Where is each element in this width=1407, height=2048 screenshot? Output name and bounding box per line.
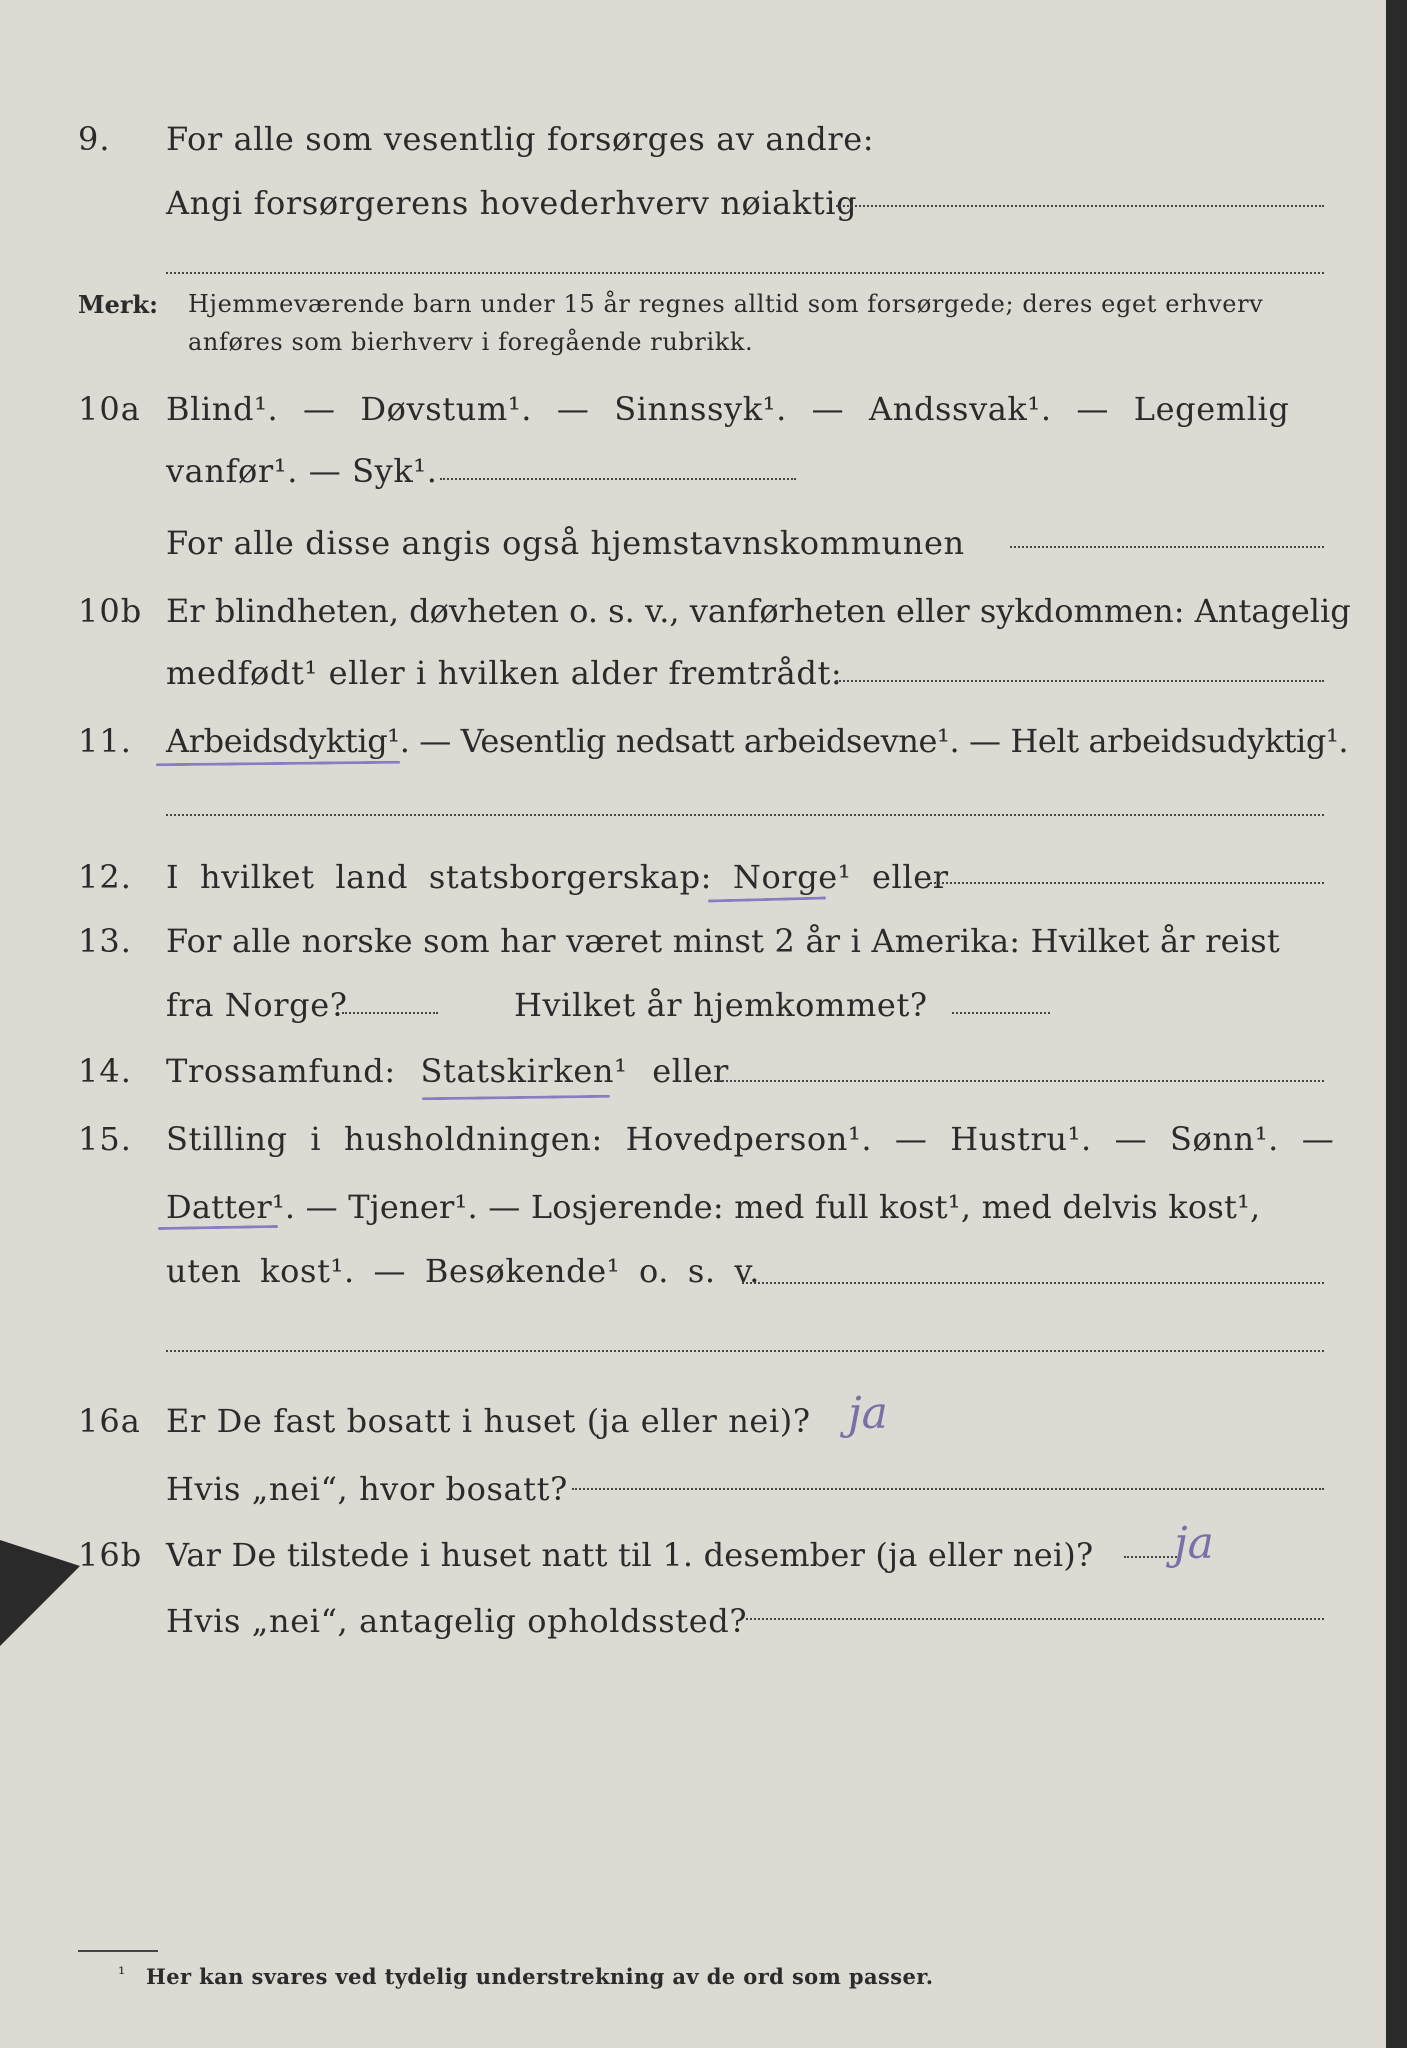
question-text: medfødt¹ eller i hvilken alder fremtrådt: [166, 654, 843, 692]
question-text: Hvis „nei“, hvor bosatt? [166, 1470, 568, 1508]
answer-line[interactable] [706, 1080, 1324, 1082]
question-text: Er De fast bosatt i huset (ja eller nei)? [166, 1402, 811, 1440]
torn-paper-edge [0, 1540, 80, 1646]
answer-line[interactable] [836, 680, 1324, 682]
question-14-row-1 [0, 1036, 1386, 1100]
question-text: uten kost¹. — Besøkende¹ o. s. v. [166, 1252, 761, 1290]
question-number: 15. [78, 1120, 132, 1158]
question-text: Arbeidsdyktig¹. — Vesentlig nedsatt arbeidsevne¹. — Helt arbeidsudyktig¹. [166, 722, 1349, 760]
question-number: 16a [78, 1402, 141, 1440]
question-number: 11. [78, 722, 132, 760]
question-text: Angi forsørgerens hovederhverv nøiaktig [166, 184, 858, 222]
note-text: anføres som bierhverv i foregående rubrikk. [188, 328, 754, 356]
question-text: I hvilket land statsborgerskap: Norge¹ eller [166, 858, 949, 896]
question-10a-row-3 [0, 508, 1386, 572]
question-number: 12. [78, 858, 132, 896]
question-text: Hvis „nei“, antagelig opholdssted? [166, 1602, 748, 1640]
question-12-row-1 [0, 842, 1386, 906]
question-number: 13. [78, 922, 132, 960]
question-text: fra Norge? [166, 986, 348, 1024]
question-9-row-1 [0, 104, 1386, 168]
question-number: 16b [78, 1536, 143, 1574]
question-text: Stilling i husholdningen: Hovedperson¹. — Hustru¹. — Sønn¹. — [166, 1120, 1335, 1158]
question-text: Datter¹. — Tjener¹. — Losjerende: med full kost¹, med delvis kost¹, [166, 1188, 1261, 1226]
question-16a-row-1 [0, 1386, 1386, 1450]
answer-line[interactable] [166, 814, 1324, 816]
footnote-text: Her kan svares ved tydelig understrekning av de ord som passer. [146, 1964, 934, 1989]
answer-line[interactable] [1010, 546, 1324, 548]
handwritten-answer: ja [1174, 1518, 1214, 1569]
question-text: Hvilket år hjemkommet? [514, 986, 928, 1024]
question-text: Er blindheten, døvheten o. s. v., vanførheten eller sykdommen: Antagelig [166, 592, 1351, 630]
question-10a-row-2 [0, 436, 1386, 500]
answer-line[interactable] [746, 1618, 1324, 1620]
footnote-rule [78, 1950, 158, 1952]
note-text: Hjemmeværende barn under 15 år regnes alltid som forsørgede; deres eget erhverv [188, 290, 1264, 318]
answer-line[interactable] [572, 1488, 1324, 1490]
answer-line[interactable] [836, 205, 1324, 207]
answer-line[interactable] [1124, 1556, 1180, 1558]
note-label: Merk: [78, 290, 158, 319]
question-number: 10a [78, 390, 141, 428]
answer-line[interactable] [930, 882, 1324, 884]
handwritten-answer: ja [848, 1388, 888, 1439]
question-10b-row-2 [0, 638, 1386, 702]
question-9-row-2 [0, 168, 1386, 232]
question-13-row-2 [0, 970, 1386, 1034]
question-15-row-3 [0, 1236, 1386, 1300]
answer-line[interactable] [166, 1350, 1324, 1352]
answer-line[interactable] [440, 478, 796, 480]
question-number: 10b [78, 592, 143, 630]
question-11-row-1 [0, 706, 1386, 770]
question-number: 9. [78, 120, 111, 158]
question-text: For alle disse angis også hjemstavnskommunen [166, 524, 965, 562]
question-number: 14. [78, 1052, 132, 1090]
question-10a-row-1 [0, 374, 1386, 438]
answer-line[interactable] [166, 272, 1324, 274]
question-10b-row-1 [0, 576, 1386, 640]
question-text: vanfør¹. — Syk¹. [166, 452, 438, 490]
question-text: Blind¹. — Døvstum¹. — Sinnssyk¹. — Andssvak¹. — Legemlig [166, 390, 1290, 428]
footnote-mark: ¹ [118, 1964, 126, 1985]
question-text: Var De tilstede i huset natt til 1. desember (ja eller nei)? [166, 1536, 1094, 1574]
answer-line[interactable] [342, 1012, 438, 1014]
question-text: Trossamfund: Statskirken¹ eller [166, 1052, 729, 1090]
answer-line[interactable] [952, 1012, 1050, 1014]
answer-line[interactable] [742, 1282, 1324, 1284]
question-text: For alle som vesentlig forsørges av andre: [166, 120, 875, 158]
question-text: For alle norske som har været minst 2 år i Amerika: Hvilket år reist [166, 922, 1280, 960]
question-15-row-1 [0, 1104, 1386, 1168]
question-13-row-1 [0, 906, 1386, 970]
question-16a-row-2 [0, 1454, 1386, 1518]
